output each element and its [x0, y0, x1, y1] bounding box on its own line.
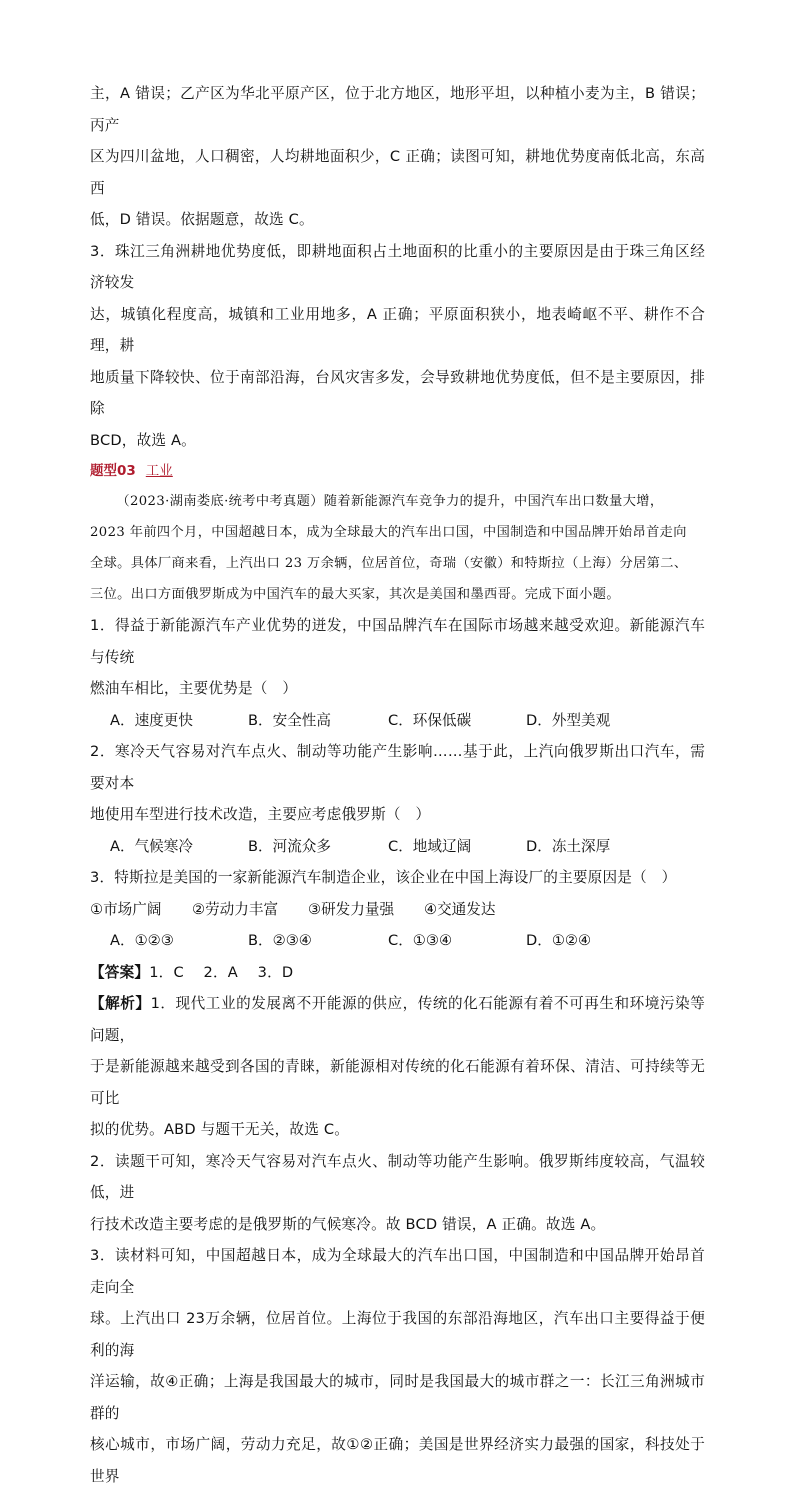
- question-stem: 地使用车型进行技术改造，主要应考虑俄罗斯（ ）: [90, 806, 431, 823]
- material-line: 2023 年前四个月，中国超越日本，成为全球最大的汽车出口国，中国制造和中国品牌开始昂首走向: [90, 525, 687, 540]
- option-d: D．外型美观: [526, 711, 611, 729]
- section-label: 题型03: [90, 463, 136, 479]
- material-line: 三位。出口方面俄罗斯成为中国汽车的最大买家，其次是美国和墨西哥。完成下面小题。: [90, 587, 620, 602]
- analysis-line: 洋运输，故④正确；上海是我国最大的城市，同时是我国最大的城市群之一：长江三角洲城市群的: [90, 1373, 705, 1422]
- option-d: D．冻土深厚: [526, 837, 611, 855]
- question-options: [90, 925, 705, 957]
- previous-explanation: [90, 78, 705, 456]
- analysis-line: 球。上汽出口 23万余辆，位居首位。上海位于我国的东部沿海地区，汽车出口主要得益于便利的海: [90, 1310, 705, 1359]
- analysis: [90, 988, 705, 1492]
- text-line: 3．珠江三角洲耕地优势度低，即耕地面积占土地面积的比重小的主要原因是由于珠三角区经济较发: [90, 242, 705, 291]
- text-line: 地质量下降较快、位于南部沿海，台风灾害多发，会导致耕地优势度低，但不是主要原因，排除: [90, 368, 705, 417]
- factor-3: ③研发力量强: [308, 900, 395, 918]
- text-line: 区为四川盆地，人口稠密，人均耕地面积少，C 正确；读图可知，耕地优势度南低北高，东高西: [90, 148, 705, 197]
- factor-4: ④交通发达: [424, 900, 496, 918]
- text-line: BCD，故选 A。: [90, 431, 196, 449]
- question-2: [90, 736, 705, 862]
- analysis-line: 3．读材料可知，中国超越日本，成为全球最大的汽车出口国，中国制造和中国品牌开始昂首走向全: [90, 1247, 705, 1296]
- option-a: A．速度更快: [110, 711, 193, 729]
- analysis-line: 2．读题干可知，寒冷天气容易对汽车点火、制动等功能产生影响。俄罗斯纬度较高，气温较低，进: [90, 1152, 705, 1201]
- option-a: A．①②③: [110, 932, 174, 949]
- option-c: C．环保低碳: [388, 711, 472, 729]
- option-c: C．地域辽阔: [388, 837, 472, 855]
- option-b: B．安全性高: [248, 711, 331, 729]
- question-stem: 2．寒冷天气容易对汽车点火、制动等功能产生影响……基于此，上汽向俄罗斯出口汽车，需要对本: [90, 743, 705, 792]
- factor-1: ①市场广阔: [90, 900, 162, 918]
- question-stem: 3．特斯拉是美国的一家新能源汽车制造企业，该企业在中国上海设厂的主要原因是（ ）: [90, 869, 677, 886]
- analysis-line: 于是新能源越来越受到各国的青睐，新能源相对传统的化石能源有着环保、清洁、可持续等无可比: [90, 1058, 705, 1107]
- factor-2: ②劳动力丰富: [192, 900, 279, 918]
- analysis-line: 核心城市，市场广阔，劳动力充足，故①②正确；美国是世界经济实力最强的国家，科技处于世界: [90, 1436, 705, 1485]
- material-passage: [90, 486, 705, 610]
- analysis-text: 1．现代工业的发展离不开能源的供应，传统的化石能源有着不可再生和环境污染等问题，: [90, 995, 705, 1044]
- text-line: 主，A 错误；乙产区为华北平原产区，位于北方地区，地形平坦，以种植小麦为主，B 错误；丙产: [90, 85, 705, 134]
- text-line: 低，D 错误。依据题意，故选 C。: [90, 211, 314, 228]
- question-stem: 1．得益于新能源汽车产业优势的迸发，中国品牌汽车在国际市场越来越受欢迎。新能源汽车与传统: [90, 617, 705, 666]
- option-b: B．河流众多: [248, 837, 331, 855]
- option-b: B．②③④: [248, 932, 312, 949]
- analysis-tag: 【解析】: [90, 995, 151, 1012]
- material-line: 全球。具体厂商来看，上汽出口 23 万余辆，位居首位，奇瑞（安徽）和特斯拉（上海）分居第二、: [90, 556, 688, 571]
- option-d: D．①②④: [526, 932, 592, 949]
- page-content: [90, 78, 705, 1492]
- answer-line: [90, 957, 705, 989]
- question-options: [90, 705, 705, 737]
- section-heading: [90, 456, 705, 486]
- option-a: A．气候寒冷: [110, 837, 193, 855]
- option-c: C．①③④: [388, 932, 453, 949]
- answer-tag: 【答案】: [90, 963, 150, 981]
- question-1: [90, 610, 705, 736]
- factor-list: [90, 894, 705, 926]
- analysis-line: [90, 988, 705, 1051]
- answer-text: 1．C 2．A 3．D: [149, 963, 294, 981]
- analysis-line: 行技术改造主要考虑的是俄罗斯的气候寒冷。故 BCD 错误，A 正确。故选 A。: [90, 1215, 606, 1233]
- question-options: [90, 831, 705, 863]
- question-stem: 燃油车相比，主要优势是（ ）: [90, 680, 298, 697]
- section-topic: 工业: [145, 463, 173, 479]
- text-line: 达，城镇化程度高，城镇和工业用地多，A 正确；平原面积狭小，地表崎岖不平、耕作不合理，耕: [90, 305, 705, 354]
- question-3: [90, 862, 705, 957]
- material-line: （2023·湖南娄底·统考中考真题）随着新能源汽车竞争力的提升，中国汽车出口数量大增，: [116, 494, 664, 509]
- analysis-line: 拟的优势。ABD 与题干无关，故选 C。: [90, 1121, 350, 1138]
